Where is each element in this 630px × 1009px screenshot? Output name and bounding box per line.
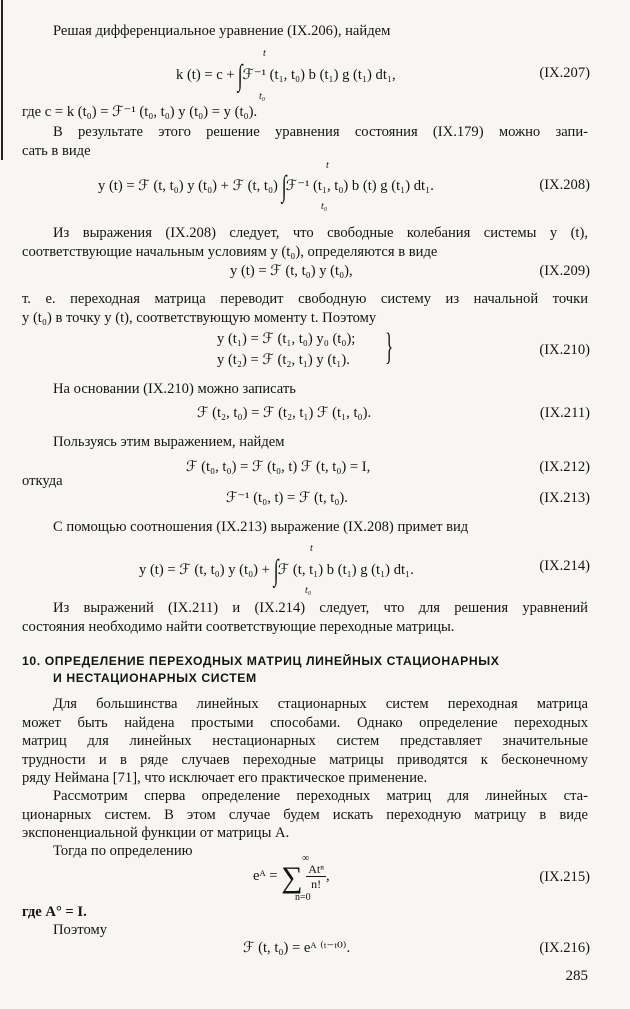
equation-IX-214: y (t) = ℱ (t, t₀) y (t₀) + ∫ℱ (t, t₁) b (t₁) g (t₁) dt₁. bbox=[139, 554, 414, 587]
fraction: $\frac{\text{Atⁿ}}{n!}$ bbox=[308, 862, 324, 891]
eq207-lhs: k (t) = c + bbox=[176, 67, 239, 83]
paragraph-3: В результате этого решение уравнения состояния (IX.179) можно запи- сать в виде bbox=[22, 124, 588, 159]
paragraph-15: Поэтому bbox=[53, 922, 108, 938]
eq214-lower-limit: t₀ bbox=[305, 585, 312, 596]
integral-sign: ∫ bbox=[281, 170, 287, 203]
equation-IX-216: ℱ (t, t₀) = eᴬ ⁽ᵗ⁻ᵗ⁰⁾. bbox=[243, 940, 351, 956]
equation-IX-209: y (t) = ℱ (t, t₀) y (t₀), bbox=[230, 263, 353, 279]
paragraph-8: откуда bbox=[22, 473, 63, 489]
eq207-lower-limit: t₀ bbox=[259, 91, 266, 102]
paragraph-4: Из выражения (IX.208) следует, что свободные колебания системы y (t), соответствующие начальным условиям y (t₀), определяются в виде bbox=[22, 225, 588, 260]
right-brace: } bbox=[385, 326, 394, 368]
integral-sign: ∫ bbox=[273, 554, 279, 587]
summation-sign: ∑ bbox=[281, 860, 303, 894]
sum-upper-limit: ∞ bbox=[302, 853, 310, 864]
equation-IX-215: eᴬ = ∑ $\frac{\text{Atⁿ}}{n!}$ , bbox=[253, 860, 330, 894]
eq211-number: (IX.211) bbox=[539, 405, 590, 421]
paragraph-11: Для большинства линейных стационарных систем переходная матрица может быть найдена простыми способами. Однако определение переходных матриц для линейных нестационарных систем представляет значительные трудности и в ряде случаев переходные матрицы приводятся к бесконечному ряду Неймана [71], что исключает его практическое применение. bbox=[22, 696, 588, 786]
paragraph-14: где A° = I. bbox=[22, 904, 87, 920]
eq208-lower-limit: t₀ bbox=[321, 201, 328, 212]
paragraph-12: Рассмотрим сперва определение переходных матриц для линейных ста- ционарных систем. В этом случае будем искать переходную матрицу в виде экспоненциальной функции от матрицы A. bbox=[22, 788, 588, 841]
section-heading: 10. ОПРЕДЕЛЕНИЕ ПЕРЕХОДНЫХ МАТРИЦ ЛИНЕЙНЫХ СТАЦИОНАРНЫХ И НЕСТАЦИОНАРНЫХ СИСТЕМ bbox=[22, 654, 500, 685]
equation-IX-211: ℱ (t₂, t₀) = ℱ (t₂, t₁) ℱ (t₁, t₀). bbox=[197, 405, 372, 421]
eq213-number: (IX.213) bbox=[539, 490, 590, 506]
equation-IX-210-line1: y (t₁) = ℱ (t₁, t₀) y₀ (t₀); bbox=[217, 331, 356, 347]
equation-IX-212: ℱ (t₀, t₀) = ℱ (t₀, t) ℱ (t, t₀) = I, bbox=[186, 459, 371, 475]
paragraph-13: Тогда по определению bbox=[53, 843, 193, 859]
paragraph-10: Из выражений (IX.211) и (IX.214) следует, что для решения уравнений состояния необходимо найти соответствующие переходные матрицы. bbox=[22, 600, 588, 635]
equation-IX-210-line2: y (t₂) = ℱ (t₂, t₁) y (t₁). bbox=[217, 352, 350, 368]
page-number: 285 bbox=[565, 968, 588, 984]
eq215-number: (IX.215) bbox=[539, 869, 590, 885]
eq214-number: (IX.214) bbox=[539, 558, 590, 574]
paragraph-5: т. е. переходная матрица переводит свободную систему из начальной точки y (t₀) в точку y (t), соответствующую моменту t. Поэтому bbox=[22, 291, 588, 326]
equation-IX-208: y (t) = ℱ (t, t₀) y (t₀) + ℱ (t, t₀) ∫ℱ⁻¹ (t₁, t₀) b (t) g (t₁) dt₁. bbox=[98, 170, 434, 203]
margin-rule bbox=[1, 0, 3, 160]
sum-lower-limit: n=0 bbox=[295, 892, 311, 903]
eq214-upper-limit: t bbox=[310, 543, 313, 554]
equation-IX-207 bbox=[176, 61, 396, 91]
eq208-upper-limit: t bbox=[326, 160, 329, 171]
eq216-number: (IX.216) bbox=[539, 940, 590, 956]
integral-sign: ∫ bbox=[237, 59, 243, 92]
eq209-number: (IX.209) bbox=[539, 263, 590, 279]
eq212-number: (IX.212) bbox=[539, 459, 590, 475]
paragraph-9: С помощью соотношения (IX.213) выражение (IX.208) примет вид bbox=[53, 519, 469, 535]
eq207-rhs: ℱ⁻¹ (t₁, t₀) b (t₁) g (t₁) dt₁, bbox=[242, 67, 396, 83]
eq207-upper-limit: t bbox=[263, 48, 266, 59]
eq208-number: (IX.208) bbox=[539, 177, 590, 193]
paragraph-6: На основании (IX.210) можно записать bbox=[53, 381, 296, 397]
paragraph-7: Пользуясь этим выражением, найдем bbox=[53, 434, 285, 450]
equation-IX-213: ℱ⁻¹ (t₀, t) = ℱ (t, t₀). bbox=[226, 490, 348, 506]
paragraph-2: где c = k (t₀) = ℱ⁻¹ (t₀, t₀) y (t₀) = y (t₀). bbox=[22, 104, 258, 120]
eq207-number: (IX.207) bbox=[539, 65, 590, 81]
paragraph-1: Решая дифференциальное уравнение (IX.206), найдем bbox=[53, 23, 391, 39]
eq210-number: (IX.210) bbox=[539, 342, 590, 358]
